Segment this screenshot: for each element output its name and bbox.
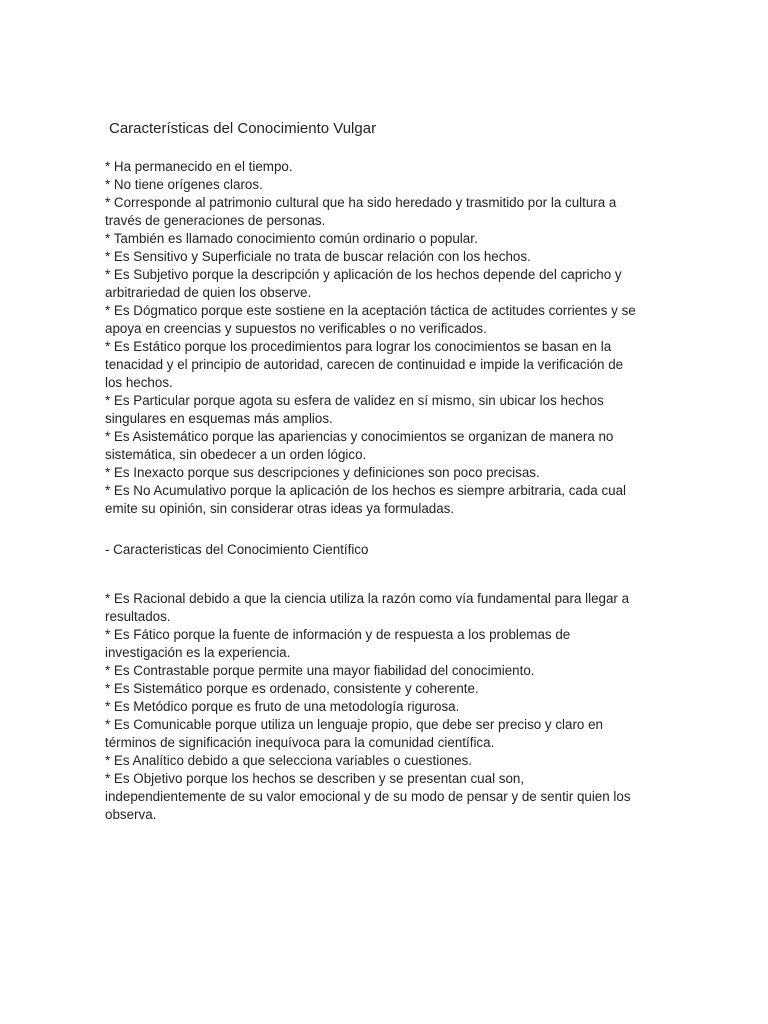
text-line: independientemente de su valor emocional y de su modo de pensar y de sentir quien los xyxy=(105,789,631,804)
section-title-conocimiento-vulgar: Características del Conocimiento Vulgar xyxy=(109,120,377,137)
text-line: * Es Inexacto porque sus descripciones y definiciones son poco precisas. xyxy=(105,465,540,480)
text-line: * No tiene orígenes claros. xyxy=(105,177,263,192)
text-line: * Es Sensitivo y Superficiale no trata de buscar relación con los hechos. xyxy=(105,249,531,264)
text-line: * Es Particular porque agota su esfera de validez en sí mismo, sin ubicar los hechos xyxy=(105,393,604,408)
text-line: * Ha permanecido en el tiempo. xyxy=(105,159,293,174)
text-line: * Es Objetivo porque los hechos se describen y se presentan cual son, xyxy=(105,771,525,786)
text-line: resultados. xyxy=(105,609,171,624)
text-line: * Es Fático porque la fuente de información y de respuesta a los problemas de xyxy=(105,627,571,642)
text-line: * Es Sistemático porque es ordenado, consistente y coherente. xyxy=(105,681,479,696)
text-line: singulares en esquemas más amplios. xyxy=(105,411,333,426)
section-body-conocimiento-cientifico xyxy=(105,590,665,824)
text-line: investigación es la experiencia. xyxy=(105,645,291,660)
text-line: * Es No Acumulativo porque la aplicación de los hechos es siempre arbitraria, cada cual xyxy=(105,483,627,498)
text-line: * También es llamado conocimiento común ordinario o popular. xyxy=(105,231,478,246)
text-line: * Es Metódico porque es fruto de una metodología rigurosa. xyxy=(105,699,460,714)
text-line: * Es Subjetivo porque la descripción y aplicación de los hechos depende del capricho y xyxy=(105,267,622,282)
text-line: observa. xyxy=(105,807,157,822)
text-line: * Es Analítico debido a que selecciona variables o cuestiones. xyxy=(105,753,472,768)
text-line: sistemática, sin obedecer a un orden lógico. xyxy=(105,447,367,462)
text-line: * Es Contrastable porque permite una mayor fiabilidad del conocimiento. xyxy=(105,663,535,678)
text-line: * Es Asistemático porque las apariencias y conocimientos se organizan de manera no xyxy=(105,429,614,444)
text-line: tenacidad y el principio de autoridad, carecen de continuidad e impide la verificación de xyxy=(105,357,624,372)
text-line: * Corresponde al patrimonio cultural que ha sido heredado y trasmitido por la cultura a xyxy=(105,195,617,210)
section-title-conocimiento-cientifico: - Caracteristicas del Conocimiento Científico xyxy=(105,542,369,557)
text-line: través de generaciones de personas. xyxy=(105,213,326,228)
text-line: los hechos. xyxy=(105,375,173,390)
text-line: apoya en creencias y supuestos no verificables o no verificados. xyxy=(105,321,487,336)
text-line: arbitrariedad de quien los observe. xyxy=(105,285,312,300)
text-line: * Es Estático porque los procedimientos para lograr los conocimientos se basan en la xyxy=(105,339,612,354)
text-line: * Es Racional debido a que la ciencia utiliza la razón como vía fundamental para llegar a xyxy=(105,591,630,606)
text-line: términos de significación inequívoca para la comunidad científica. xyxy=(105,735,495,750)
text-line: * Es Comunicable porque utiliza un lenguaje propio, que debe ser preciso y claro en xyxy=(105,717,603,732)
section-body-conocimiento-vulgar xyxy=(105,158,665,518)
text-line: * Es Dógmatico porque este sostiene en la aceptación táctica de actitudes corrientes y se xyxy=(105,303,636,318)
text-line: emite su opinión, sin considerar otras ideas ya formuladas. xyxy=(105,501,455,516)
